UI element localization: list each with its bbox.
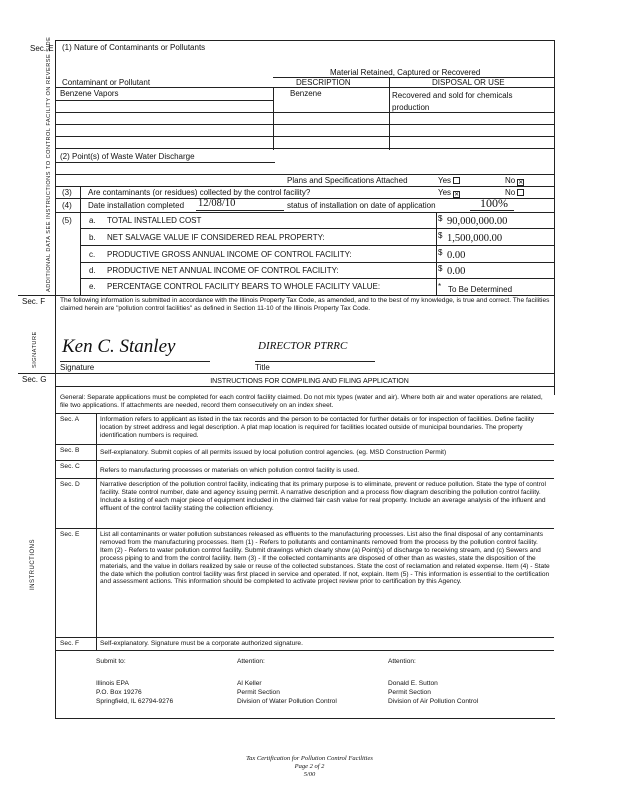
q3-no-label: No (505, 188, 516, 197)
q3-number: (3) (62, 188, 72, 197)
sec-e-label: Sec. E (30, 44, 54, 53)
footer-date: 5/00 (303, 771, 316, 778)
q4-status-label: status of installation on date of application (287, 201, 436, 210)
sec-d-row-label: Sec. D (60, 481, 80, 488)
item-c-letter: c. (89, 250, 96, 259)
item-d-letter: d. (89, 266, 96, 275)
instructions-heading: INSTRUCTIONS FOR COMPILING AND FILING APPLICATION (210, 378, 409, 385)
q5-number: (5) (62, 216, 72, 225)
item-e-label: PERCENTAGE CONTROL FACILITY BEARS TO WHOLE FACILITY VALUE: (107, 282, 381, 291)
q3-question: Are contaminants (or residues) collected by the control facility? (88, 188, 311, 197)
air-contact-division: Division of Air Pollution Control (388, 698, 479, 705)
sec-g-label: Sec. G (22, 375, 47, 384)
sec-c-row-text: Refers to manufacturing processes or materials on which pollution control facility is used. (100, 467, 360, 474)
footer-page: Page 2 of 2 (294, 763, 325, 770)
water-contact-section: Permit Section (237, 689, 280, 696)
water-contact-division: Division of Water Pollution Control (237, 698, 337, 705)
q4-percent: 100% (480, 196, 508, 210)
sec-f-label: Sec. F (22, 297, 46, 306)
dollar-sign-a: $ (438, 214, 443, 223)
sec-a-row-label: Sec. A (60, 416, 80, 423)
air-contact-name: Donald E. Sutton (388, 680, 438, 687)
sec-g-side-caption: INSTRUCTIONS (30, 539, 36, 590)
plans-no-checkbox[interactable]: ✕ (518, 180, 524, 186)
nature-of-contaminants-heading: (1) Nature of Contaminants or Pollutants (62, 43, 206, 52)
waste-water-discharge-heading: (2) Point(s) of Waste Water Discharge (60, 152, 195, 161)
q4-label: Date installation completed (88, 201, 185, 210)
signature-handwritten: Ken C. Stanley (62, 336, 176, 357)
item-e-value: To Be Determined (448, 285, 513, 294)
description-column-header: DESCRIPTION (296, 78, 351, 87)
attention-label-air: Attention: (388, 658, 416, 665)
attention-label-water: Attention: (237, 658, 265, 665)
plans-yes-label: Yes (438, 176, 452, 185)
sec-c-row-label: Sec. C (60, 463, 80, 470)
description-row1: Benzene (290, 89, 322, 98)
plans-attached-label: Plans and Specifications Attached (287, 176, 408, 185)
dollar-sign-c: $ (438, 248, 443, 257)
title-handwritten: DIRECTOR PTRRC (258, 340, 348, 352)
plans-yes-checkbox[interactable] (453, 177, 460, 184)
item-b-value: 1,500,000.00 (447, 233, 503, 244)
submit-address-line1: Illinois EPA (96, 680, 129, 687)
sec-b-row-label: Sec. B (60, 447, 80, 454)
item-b-letter: b. (89, 233, 96, 242)
disposal-column-header: DISPOSAL OR USE (432, 78, 505, 87)
sec-d-row-text: Narrative description of the pollution control facility, indicating that its primary purpose is to eliminate, prevent or reduce pollution. State the type of control facility. State control number, date and agency issuing permit. A narrative description and a process flow diagram describing the pollution control facility. Include a listing of each major piece of equipment included in the claimed fair cash value for real property. Include an average analysis of the influent and effluent of the control facility stating the collection efficiency. (100, 481, 546, 512)
title-label: Title (255, 363, 270, 372)
asterisk: * (438, 282, 442, 291)
q3-no-checkbox[interactable] (517, 189, 524, 196)
material-retained-header: Material Retained, Captured or Recovered (330, 68, 481, 77)
item-b-label: NET SALVAGE VALUE IF CONSIDERED REAL PROPERTY: (107, 233, 325, 242)
item-a-value: 90,000,000.00 (447, 216, 508, 227)
sec-f-row-text: Self-explanatory. Signature must be a corporate authorized signature. (100, 640, 303, 647)
footer-title: Tax Certification for Pollution Control Facilities (246, 755, 373, 762)
submit-address-line3: Springfield, IL 62794-9276 (96, 698, 174, 705)
submit-to-label: Submit to: (96, 658, 126, 665)
sec-f-side-caption: SIGNATURE (32, 331, 38, 368)
dollar-sign-b: $ (438, 231, 443, 240)
q4-date: 12/08/10 (198, 198, 236, 209)
signature-label: Signature (60, 363, 95, 372)
item-e-letter: e. (89, 282, 96, 291)
item-a-label: TOTAL INSTALLED COST (107, 216, 202, 225)
item-d-label: PRODUCTIVE NET ANNUAL INCOME OF CONTROL FACILITY: (107, 266, 339, 275)
disposal-row1-line1: Recovered and sold for chemicals (392, 91, 513, 100)
item-a-letter: a. (89, 216, 96, 225)
q3-yes-label: Yes (438, 188, 452, 197)
submit-address-line2: P.O. Box 19276 (96, 689, 142, 696)
air-contact-section: Permit Section (388, 689, 431, 696)
sec-b-row-text: Self-explanatory. Submit copies of all permits issued by local pollution control agencies. (eg. MSD Construction Permit) (100, 449, 447, 456)
plans-no-label: No (505, 176, 516, 185)
item-c-value: 0.00 (447, 250, 466, 261)
sec-e-side-caption: ADDITIONAL DATA SEE INSTRUCTIONS TO CONTROL FACILITY ON REVERSE SIDE (46, 36, 52, 292)
contaminant-column-header: Contaminant or Pollutant (62, 78, 151, 87)
sec-f-row-label: Sec. F (60, 640, 80, 647)
general-instructions: General: Separate applications must be completed for each control facility claimed. Do not mix types (water and air). Where both air and water operations are related, file two applications. If attachments are needed, record them consecutively on an index sheet. (60, 394, 543, 409)
q4-number: (4) (62, 201, 72, 210)
dollar-sign-d: $ (438, 264, 443, 273)
sec-e-row-text: List all contaminants or water pollution substances released as effluents to the manufacturing processes. List also the final disposal of any contaminants removed from the manufacturing processes. Item (1) - Refers to pollutants and contaminants removed from the process by the pollution control facility. Item (2) - Refers to water pollution control facility. Submit drawings which clearly show (a) Point(s) of discharge to receiving stream, and (c) Sewers and process piping to and from the control facility. Item (3) - If the collected contaminants are disposed of other than as wastes, state the disposition of the materials, and the value in dollars realized by sale or reuse of the collected substances. State the cost of reclamation and related expense. Item (4) - State the date which the pollution control facility was first placed in service and operated. If not, explain. Item (5) - This information is essential to the certification and assessment actions. This information should be completed to activate project review prior to certification by this Agency. (100, 531, 550, 586)
sec-a-row-text: Information refers to applicant as listed in the tax records and the person to be contacted for further details or for inspection of facilities. Define facility location by street address and legal description. A plat map location is required for facilities located outside of municipal boundaries. The property identification numbers is required. (100, 416, 534, 439)
certification-text: The following information is submitted in accordance with the Illinois Property Tax Code, as amended, and to the best of my knowledge, is true and correct. The facilities claimed herein are "pollution control facilities" as defined in Section 11-10 of the Illinois Property Tax Code. (60, 297, 550, 312)
disposal-row1-line2: production (392, 103, 430, 112)
water-contact-name: Al Keller (237, 680, 262, 687)
item-d-value: 0.00 (447, 266, 466, 277)
q3-yes-checkbox[interactable]: ✕ (454, 192, 460, 198)
item-c-label: PRODUCTIVE GROSS ANNUAL INCOME OF CONTROL FACILITY: (107, 250, 352, 259)
contaminant-row1: Benzene Vapors (60, 89, 119, 98)
sec-e-row-label: Sec. E (60, 531, 80, 538)
